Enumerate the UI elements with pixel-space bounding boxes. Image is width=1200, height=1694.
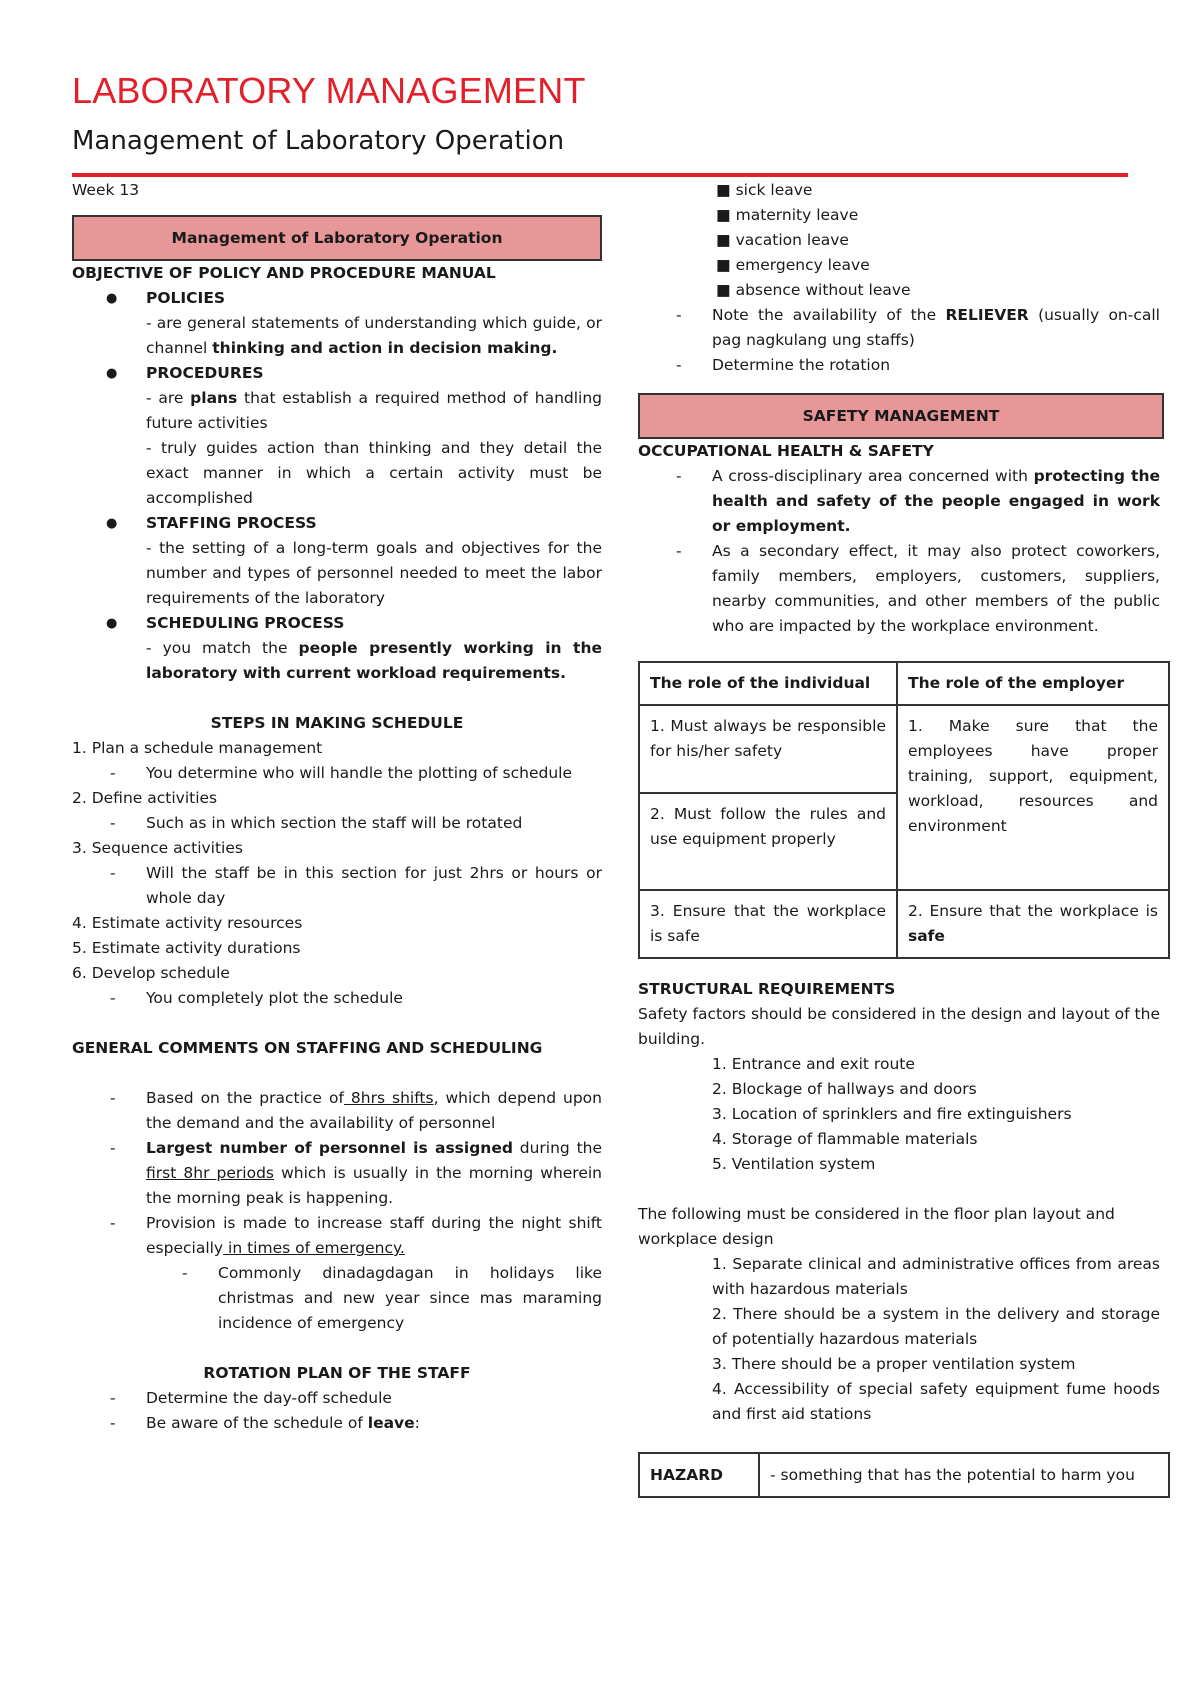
step-4: 4. Estimate activity resources — [72, 914, 303, 932]
leave-awol: ■ absence without leave — [716, 281, 911, 299]
floor-item-3: 3. There should be a proper ventilation system — [712, 1355, 1076, 1373]
section-header-lab-operation: Management of Laboratory Operation — [72, 215, 602, 261]
step-2-detail: - Such as in which section the staff will be rotated — [110, 814, 523, 832]
floor-item-2: 2. There should be a system in the delivery and storage of potentially hazardous materials — [712, 1305, 1160, 1348]
step-1: 1. Plan a schedule management — [72, 739, 323, 757]
rotation-leave: - Be aware of the schedule of leave: — [110, 1414, 420, 1432]
table-row — [639, 662, 1169, 705]
bullet-icon: ● — [106, 616, 118, 631]
comment-8hr-shifts: - Based on the practice of 8hrs shifts, which depend upon the demand and the availability of personnel — [110, 1089, 602, 1132]
step-3: 3. Sequence activities — [72, 839, 243, 857]
hazard-definition: - something that has the potential to harm you — [759, 1453, 1169, 1497]
roles-table — [638, 661, 1170, 959]
title-divider — [72, 173, 1128, 177]
step-1-detail: - You determine who will handle the plotting of schedule — [110, 764, 572, 782]
policies-text: - are general statements of understanding which guide, or channel thinking and action in decision making. — [146, 314, 602, 357]
step-6: 6. Develop schedule — [72, 964, 230, 982]
reliever-note: - Note the availability of the RELIEVER (usually on-call pag nagkulang ung staffs) — [676, 306, 1160, 349]
staffing-text: - the setting of a long-term goals and objectives for the number and types of personnel needed to meet the labor requirements of the laboratory — [146, 539, 602, 607]
section-header-safety: SAFETY MANAGEMENT — [638, 393, 1164, 439]
general-comments-heading: GENERAL COMMENTS ON STAFFING AND SCHEDULING — [72, 1039, 543, 1057]
scheduling-text: - you match the people presently working in the laboratory with current workload requirements. — [146, 639, 602, 682]
individual-role-2: 2. Must follow the rules and use equipment properly — [639, 793, 897, 890]
bullet-icon: ● — [106, 366, 118, 381]
step-2: 2. Define activities — [72, 789, 218, 807]
bullet-icon: ● — [106, 516, 118, 531]
comment-holidays: - Commonly dinadagdagan in holidays like christmas and new year since mas maraming incidence of emergency — [182, 1264, 602, 1332]
procedures-label: PROCEDURES — [146, 364, 264, 382]
comment-largest-personnel: - Largest number of personnel is assigned during the first 8hr periods which is usually in the morning wherein the morning peak is happening. — [110, 1139, 603, 1207]
structural-intro: Safety factors should be considered in the design and layout of the building. — [638, 1005, 1160, 1048]
document-title: LABORATORY MANAGEMENT — [72, 70, 586, 111]
bullet-icon: ● — [106, 291, 118, 306]
scheduling-label: SCHEDULING PROCESS — [146, 614, 345, 632]
table-row — [639, 1453, 1169, 1497]
leave-maternity: ■ maternity leave — [716, 206, 859, 224]
hazard-table — [638, 1452, 1170, 1498]
week-label: Week 13 — [72, 181, 140, 199]
individual-role-1: 1. Must always be responsible for his/her safety — [639, 705, 897, 793]
rotation-note: - Determine the rotation — [676, 356, 891, 374]
right-column — [638, 178, 1160, 1498]
structural-item-3: 3. Location of sprinklers and fire extinguishers — [712, 1105, 1072, 1123]
leave-emergency: ■ emergency leave — [716, 256, 870, 274]
structural-heading: STRUCTURAL REQUIREMENTS — [638, 980, 896, 998]
individual-role-3: 3. Ensure that the workplace is safe — [639, 890, 897, 958]
structural-item-2: 2. Blockage of hallways and doors — [712, 1080, 977, 1098]
leave-sick: ■ sick leave — [716, 181, 813, 199]
step-6-detail: - You completely plot the schedule — [110, 989, 403, 1007]
scheduling-item — [72, 611, 602, 686]
objective-heading: OBJECTIVE OF POLICY AND PROCEDURE MANUAL — [72, 264, 496, 282]
procedures-item — [72, 361, 602, 511]
staffing-label: STAFFING PROCESS — [146, 514, 317, 532]
table-row — [639, 890, 1169, 958]
leave-vacation: ■ vacation leave — [716, 231, 849, 249]
structural-item-1: 1. Entrance and exit route — [712, 1055, 915, 1073]
ohs-definition: - A cross-disciplinary area concerned with protecting the health and safety of the people engaged in work or employment. — [676, 467, 1160, 535]
hazard-label: HAZARD — [639, 1453, 759, 1497]
ohs-heading: OCCUPATIONAL HEALTH & SAFETY — [638, 442, 934, 460]
document-subtitle: Management of Laboratory Operation — [72, 126, 565, 156]
rotation-day-off: - Determine the day-off schedule — [110, 1389, 392, 1407]
structural-item-4: 4. Storage of flammable materials — [712, 1130, 978, 1148]
header-employer: The role of the employer — [897, 662, 1169, 705]
header-individual: The role of the individual — [639, 662, 897, 705]
floor-plan-intro: The following must be considered in the floor plan layout and workplace design — [638, 1205, 1115, 1248]
policies-item — [72, 286, 602, 361]
staffing-item — [72, 511, 602, 611]
left-column — [72, 178, 602, 1436]
ohs-secondary-effect: - As a secondary effect, it may also protect coworkers, family members, employers, customers, suppliers, nearby communities, and other members of the public who are impacted by the workplace environment. — [676, 542, 1160, 635]
steps-heading: STEPS IN MAKING SCHEDULE — [210, 714, 464, 732]
procedures-text: - are plans that establish a required method of handling future activities — [146, 389, 603, 432]
comment-night-shift: - Provision is made to increase staff during the night shift especially in times of emergency. — [110, 1214, 602, 1257]
procedures-text-2: - truly guides action than thinking and they detail the exact manner in which a certain activity must be accomplished — [146, 439, 602, 507]
employer-role-1: 1. Make sure that the employees have proper training, support, equipment, workload, resources and environment — [897, 705, 1169, 890]
policies-label: POLICIES — [146, 289, 226, 307]
employer-role-2: 2. Ensure that the workplace is safe — [897, 890, 1169, 958]
step-3-detail: - Will the staff be in this section for just 2hrs or hours or whole day — [110, 864, 602, 907]
floor-item-4: 4. Accessibility of special safety equipment fume hoods and first aid stations — [712, 1380, 1160, 1423]
rotation-heading: ROTATION PLAN OF THE STAFF — [203, 1364, 471, 1382]
step-5: 5. Estimate activity durations — [72, 939, 301, 957]
table-row — [639, 705, 1169, 793]
structural-item-5: 5. Ventilation system — [712, 1155, 876, 1173]
floor-item-1: 1. Separate clinical and administrative offices from areas with hazardous materials — [712, 1255, 1160, 1298]
